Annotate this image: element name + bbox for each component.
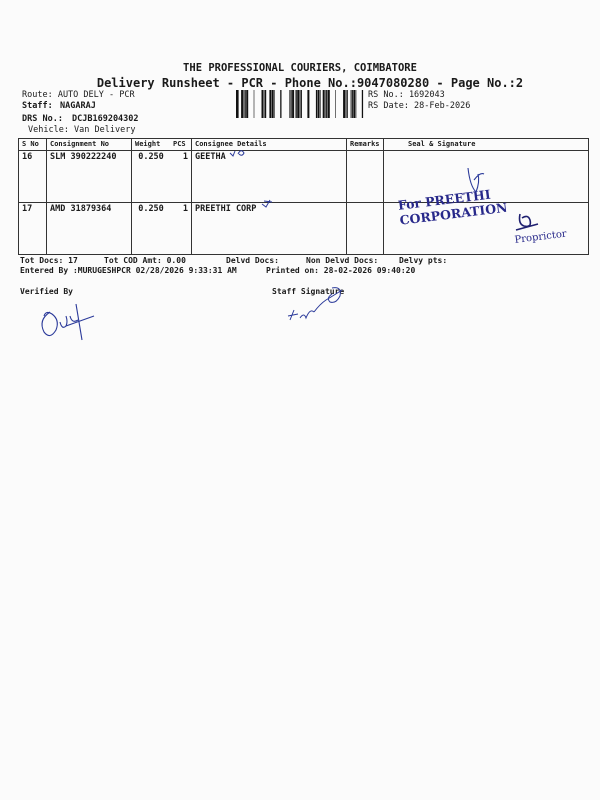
vehicle-text: Vehicle: Van Delivery	[28, 125, 136, 135]
row-consignment: SLM 390222240	[47, 151, 132, 203]
entered-by: Entered By :MURUGESHPCR 02/28/2026 9:33:31 AM	[20, 266, 237, 275]
staff-value: NAGARAJ	[60, 101, 96, 111]
table-header-row	[19, 139, 589, 151]
col-consignee: Consignee Details	[192, 139, 347, 151]
company-stamp: For PREETHI CORPORATION	[397, 186, 509, 228]
row-sno: 17	[19, 203, 47, 255]
tot-cod: Tot COD Amt: 0.00	[104, 256, 186, 265]
tick-mark-icon	[260, 198, 276, 210]
row-remarks	[347, 151, 384, 203]
runsheet-subtitle: Delivery Runsheet - PCR - Phone No.:9047080280 - Page No.:2	[96, 76, 524, 90]
row-consignee: GEETHA	[192, 151, 347, 203]
rs-date: RS Date: 28-Feb-2026	[368, 101, 471, 111]
tot-docs: Tot Docs: 17	[20, 256, 78, 265]
drs-label: DRS No.:	[22, 114, 63, 124]
verified-by-label: Verified By	[20, 287, 73, 296]
row-weight: 0.250	[132, 151, 171, 203]
staff-label: Staff:	[22, 101, 53, 111]
company-title: THE PROFESSIONAL COURIERS, COIMBATORE	[183, 62, 417, 74]
printed-on: Printed on: 28-02-2026 09:40:20	[266, 266, 416, 275]
signature-icon	[460, 160, 492, 198]
col-remarks: Remarks	[347, 139, 384, 151]
non-delvd-docs: Non Delvd Docs:	[306, 256, 379, 265]
row-sno: 16	[19, 151, 47, 203]
route-text: Route: AUTO DELY - PCR	[22, 90, 135, 100]
row-pcs: 1	[170, 203, 192, 255]
tick-mark-icon	[228, 145, 248, 161]
col-consignment: Consignment No	[47, 139, 132, 151]
row-consignment: AMD 31879364	[47, 203, 132, 255]
staff-signature-icon	[284, 284, 354, 330]
delvd-docs: Delvd Docs:	[226, 256, 279, 265]
verifier-signature-icon	[36, 300, 98, 342]
row-weight: 0.250	[132, 203, 171, 255]
row-pcs: 1	[170, 151, 192, 203]
delvy-pts: Delvy pts:	[399, 256, 448, 265]
staff-signature-label: Staff Signature	[272, 287, 345, 296]
drs-value: DCJB169204302	[72, 114, 139, 124]
col-seal: Seal & Signature	[384, 139, 589, 151]
col-weight: Weight	[132, 139, 171, 151]
barcode-icon	[236, 90, 364, 118]
col-sno: S No	[19, 139, 47, 151]
row-consignee: PREETHI CORP	[192, 203, 347, 255]
proprietor-stamp: Proprictor	[514, 228, 568, 246]
col-pcs: PCS	[170, 139, 192, 151]
signature-icon	[512, 210, 542, 234]
rs-no: RS No.: 1692043	[368, 90, 445, 100]
row-remarks	[347, 203, 384, 255]
